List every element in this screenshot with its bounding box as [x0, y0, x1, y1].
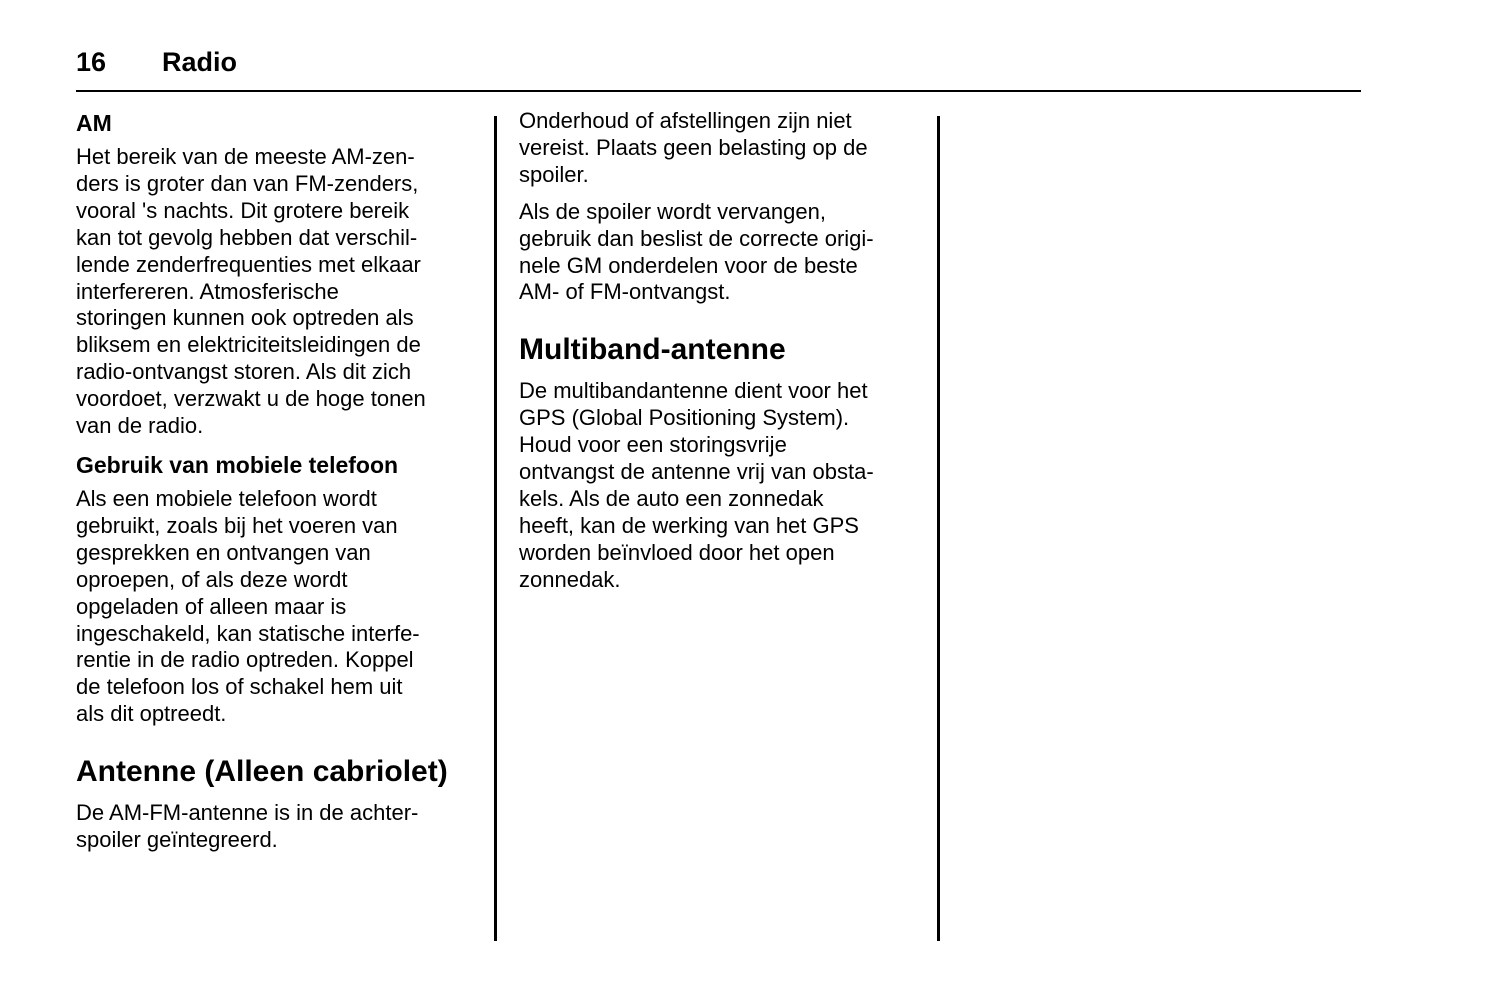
paragraph-am: [76, 144, 476, 440]
text-line: oproepen, of als deze wordt: [76, 566, 348, 592]
text-line: gesprekken en ontvangen van: [76, 539, 371, 565]
header-divider: [76, 90, 1361, 92]
text-line: Houd voor een storingsvrije: [519, 432, 787, 458]
paragraph-mobile-phone: [76, 486, 476, 728]
section-heading-antenna: Antenne (Alleen cabriolet): [76, 755, 448, 789]
text-line: lende zenderfrequenties met elkaar: [76, 251, 421, 277]
text-line: als dit optreedt.: [76, 701, 227, 727]
text-line: kan tot gevolg hebben dat verschil-: [76, 224, 418, 250]
text-line: Als de spoiler wordt vervangen,: [519, 198, 826, 224]
paragraph-maintenance: [519, 108, 924, 189]
text-line: nele GM onderdelen voor de beste: [519, 252, 858, 278]
text-line: interfereren. Atmosferische: [76, 278, 339, 304]
text-line: spoiler.: [519, 161, 589, 187]
text-line: De AM-FM-antenne is in de achter-: [76, 800, 419, 826]
text-line: Als een mobiele telefoon wordt: [76, 485, 377, 511]
page-number: 16: [76, 47, 107, 77]
text-line: van de radio.: [76, 413, 204, 439]
text-line: storingen kunnen ook optreden als: [76, 305, 414, 331]
text-line: ingeschakeld, kan statische interfe-: [76, 620, 420, 646]
text-line: ontvangst de antenne vrij van obsta-: [519, 459, 874, 485]
text-line: kels. Als de auto een zonnedak: [519, 485, 824, 511]
text-line: radio-ontvangst storen. Als dit zich: [76, 359, 412, 385]
paragraph-antenna: [76, 800, 476, 854]
text-column-middle: [519, 108, 924, 604]
text-line: opgeladen of alleen maar is: [76, 593, 347, 619]
section-heading-am: AM: [76, 110, 112, 136]
text-line: gebruikt, zoals bij het voeren van: [76, 512, 398, 538]
section-heading-mobile-phone: Gebruik van mobiele telefoon: [76, 451, 399, 478]
text-line: Onderhoud of afstellingen zijn niet: [519, 108, 852, 133]
text-line: gebruik dan beslist de correcte origi-: [519, 225, 874, 251]
text-line: spoiler geïntegreerd.: [76, 827, 278, 853]
text-line: GPS (Global Positioning System).: [519, 405, 850, 431]
text-line: de telefoon los of schakel hem uit: [76, 674, 403, 700]
text-line: De multibandantenne dient voor het: [519, 378, 868, 404]
text-line: vereist. Plaats geen belasting op de: [519, 134, 868, 160]
text-line: vooral 's nachts. Dit grotere bereik: [76, 197, 410, 223]
section-heading-multiband-antenna: Multiband-antenne: [519, 333, 786, 367]
paragraph-spoiler-replacement: [519, 199, 924, 307]
text-line: bliksem en elektriciteitsleidingen de: [76, 332, 421, 358]
text-line: zonnedak.: [519, 566, 621, 592]
text-line: AM- of FM-ontvangst.: [519, 279, 731, 305]
text-line: heeft, kan de werking van het GPS: [519, 512, 859, 538]
text-column-left: [76, 108, 476, 864]
page-title: Radio: [162, 47, 238, 77]
text-line: ders is groter dan van FM-zenders,: [76, 170, 419, 196]
text-line: worden beïnvloed door het open: [519, 539, 835, 565]
paragraph-multiband-antenna: [519, 378, 924, 593]
text-line: Het bereik van de meeste AM-zen-: [76, 144, 415, 169]
text-line: rentie in de radio optreden. Koppel: [76, 647, 414, 673]
column-divider-right: [937, 116, 940, 941]
text-line: voordoet, verzwakt u de hoge tonen: [76, 386, 426, 412]
column-divider-left: [494, 116, 497, 941]
